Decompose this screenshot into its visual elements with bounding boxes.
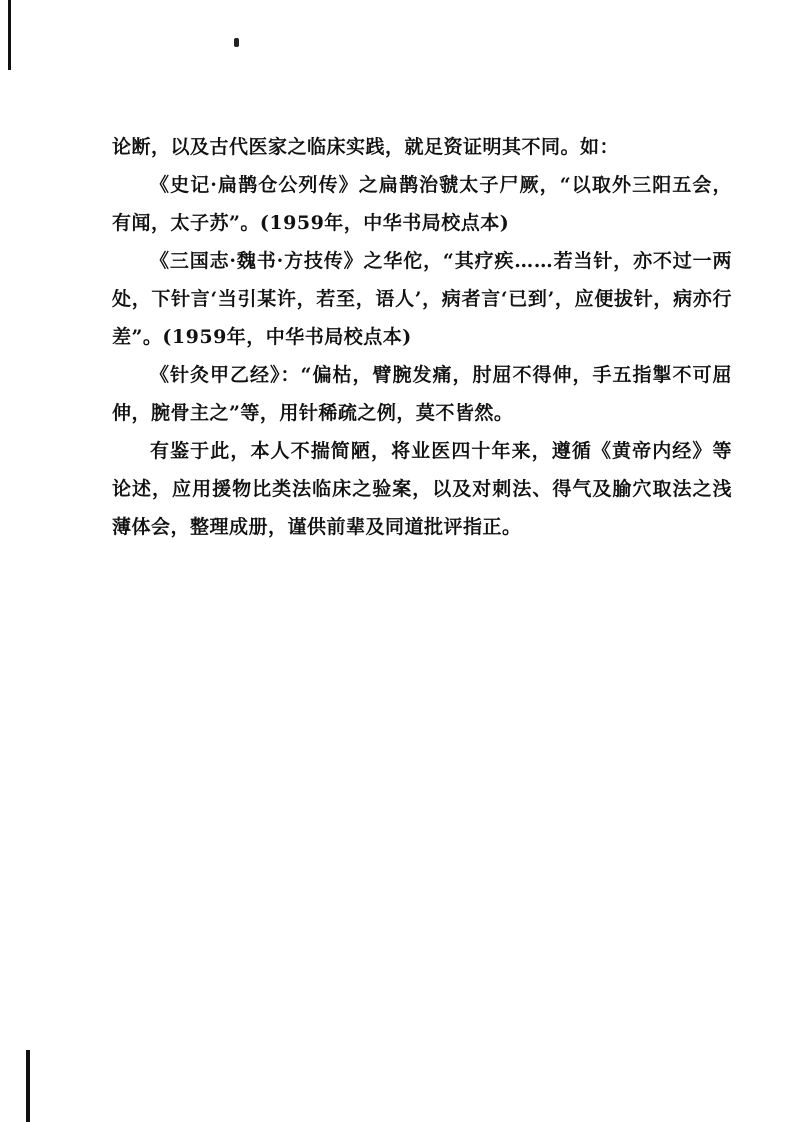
paragraph-shiji-quote: 《史记·扁鹊仓公列传》之扁鹊治虢太子尸厥，“以取外三阳五会，有闻，太子苏”。(1959年，中华书局校点本) (112, 174, 732, 234)
paragraph-sanguozhi-quote: 《三国志·魏书·方技传》之华佗，“其疗疾……若当针，亦不过一两处，下针言‘当引某许，若至，语人’，病者言‘已到’，应便拔针，病亦行差”。(1959年，中华书局校点本) (112, 250, 732, 348)
paragraph-jiayijing-quote: 《针灸甲乙经》：“偏枯，臂腕发痛，肘屈不得伸，手五指掣不可屈伸，腕骨主之”等，用针稀疏之例，莫不皆然。 (112, 364, 732, 424)
page-body-text (112, 128, 732, 546)
scan-edge-mark-top (8, 0, 11, 70)
scan-speck (234, 38, 239, 47)
paragraph-continuation: 论断，以及古代医家之临床实践，就足资证明其不同。如： (112, 136, 620, 158)
scan-edge-mark-bottom (26, 1050, 30, 1122)
paragraph-author-statement: 有鉴于此，本人不揣简陋，将业医四十年来，遵循《黄帝内经》等论述，应用援物比类法临床之验案，以及对刺法、得气及腧穴取法之浅薄体会，整理成册，谨供前辈及同道批评指正。 (112, 440, 732, 538)
